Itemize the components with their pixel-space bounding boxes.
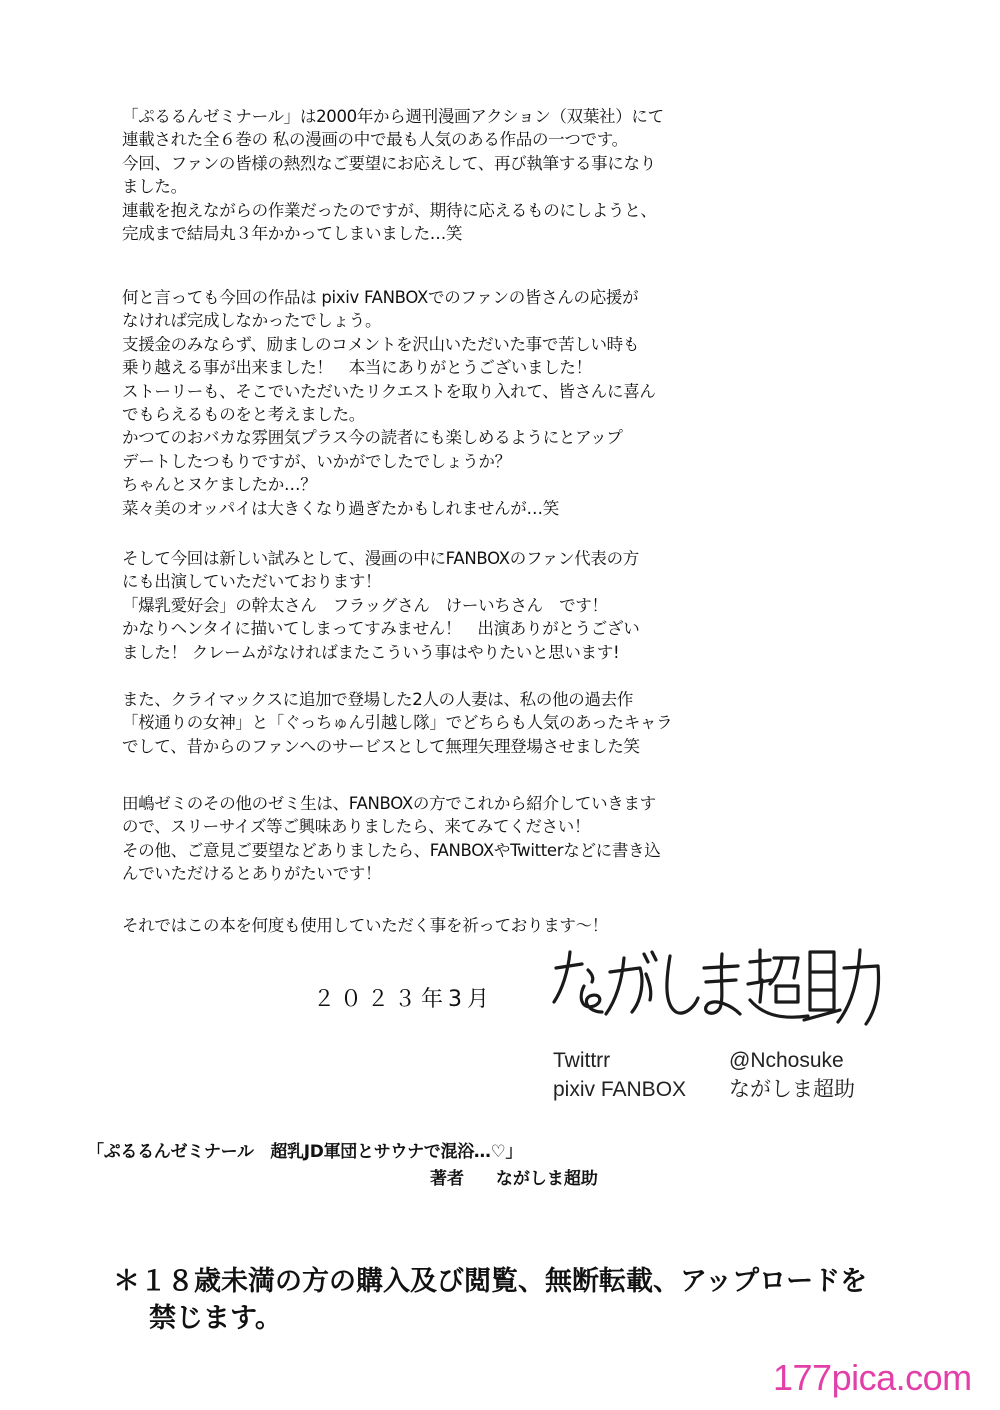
text-line: 支援金のみならず、励ましのコメントを沢山いただいた事で苦しい時も <box>122 334 640 354</box>
twitter-label: Twittrr <box>553 1049 611 1072</box>
author-name: ながしま超助 <box>495 1169 598 1189</box>
afterword-paragraph-1 <box>122 105 742 245</box>
text-line: その他、ご意見ご要望などありましたら、FANBOXやTwitterなどに書き込 <box>122 840 661 860</box>
text-line: かなりヘンタイに描いてしまってすみません！ 出演ありがとうござい <box>122 619 640 639</box>
text-line: それではこの本を何度も使用していただく事を祈っております〜！ <box>122 916 609 935</box>
text-line: また、クライマックスに追加で登場した2人の人妻は、私の他の過去作 <box>122 690 634 709</box>
afterword-paragraph-5 <box>122 792 742 886</box>
author-label: 著者 <box>430 1169 464 1189</box>
text-line: んでいただけるとありがたいです！ <box>122 864 382 884</box>
text-line: ストーリーも、そこでいただいたリクエストを取り入れて、皆さんに喜ん <box>122 381 656 401</box>
text-line: ました！ クレームがなければまたこういう事はやりたいと思います! <box>122 642 620 662</box>
text-line: 乗り越える事が出来ました！ 本当にありがとうございました！ <box>122 358 592 378</box>
text-line: にも出演していただいております！ <box>122 572 382 592</box>
text-line: 連載を抱えながらの作業だったのですが、期待に応えるものにしようと、 <box>122 200 657 220</box>
text-line: デートしたつもりですが、いかがでしたでしょうか？ <box>122 451 511 471</box>
book-title: 「ぷるるんゼミナール 超乳JD軍団とサウナで混浴…♡」 <box>87 1142 523 1162</box>
text-line: なければ完成しなかったでしょう。 <box>122 311 382 331</box>
text-line: ました。 <box>122 177 187 197</box>
text-line: そして今回は新しい試みとして、漫画の中にFANBOXのファン代表の方 <box>122 549 640 568</box>
text-line: 完成まで結局丸３年かかってしまいました…笑 <box>122 223 463 243</box>
warning-line: ＊１８歳未満の方の購入及び閲覧、無断転載、アップロードを <box>113 1266 868 1297</box>
afterword-closing <box>122 914 742 937</box>
text-line: 田嶋ゼミのその他のゼミ生は、FANBOXの方でこれから紹介していきます <box>122 794 656 813</box>
twitter-row <box>553 1046 883 1075</box>
watermark: 177pica.com <box>773 1357 972 1398</box>
afterword-paragraph-2 <box>122 286 742 520</box>
signature-drawing <box>548 940 888 1030</box>
fanbox-row <box>553 1075 883 1104</box>
fanbox-name: ながしま超助 <box>729 1078 855 1101</box>
text-line: かつてのおバカな雰囲気プラス今の読者にも楽しめるようにとアップ <box>122 428 623 448</box>
text-line: でして、昔からのファンへのサービスとして無理矢理登場させました笑 <box>122 736 640 756</box>
afterword-paragraph-3 <box>122 547 742 664</box>
text-line: ので、スリーサイズ等ご興味ありましたら、来てみてください！ <box>122 817 591 837</box>
text-line: 何と言っても今回の作品は pixiv FANBOXでのファンの皆さんの応援が <box>122 288 639 307</box>
text-line: 今回、ファンの皆様の熱烈なご要望にお応えして、再び執筆する事になり <box>122 153 656 173</box>
twitter-handle: @Nchosuke <box>729 1049 844 1072</box>
text-line: 連載された全６巻の 私の漫画の中で最も人気のある作品の一つです。 <box>122 130 628 150</box>
text-line: でもらえるものをと考えました。 <box>122 404 366 424</box>
handwritten-signature <box>548 940 888 1034</box>
text-line: ちゃんとヌケましたか…？ <box>122 475 317 495</box>
afterword-paragraph-4 <box>122 688 742 758</box>
book-author <box>430 1164 598 1189</box>
warning-line: 禁じます。 <box>149 1303 282 1334</box>
fanbox-label: pixiv FANBOX <box>553 1078 687 1101</box>
date: ２０２３年3月 <box>313 987 494 1012</box>
text-line: 菜々美のオッパイは大きくなり過ぎたかもしれませんが…笑 <box>122 498 559 518</box>
text-line: 「爆乳愛好会」の幹太さん フラッグさん けーいちさん です！ <box>122 595 608 615</box>
text-line: 「ぷるるんゼミナール」は2000年から週刊漫画アクション（双葉社）にて <box>122 107 664 126</box>
text-line: 「桜通りの女神」と「ぐっちゅん引越し隊」でどちらも人気のあったキャラ <box>122 713 673 733</box>
age-restriction-notice <box>113 1263 933 1337</box>
social-links <box>553 1046 883 1104</box>
